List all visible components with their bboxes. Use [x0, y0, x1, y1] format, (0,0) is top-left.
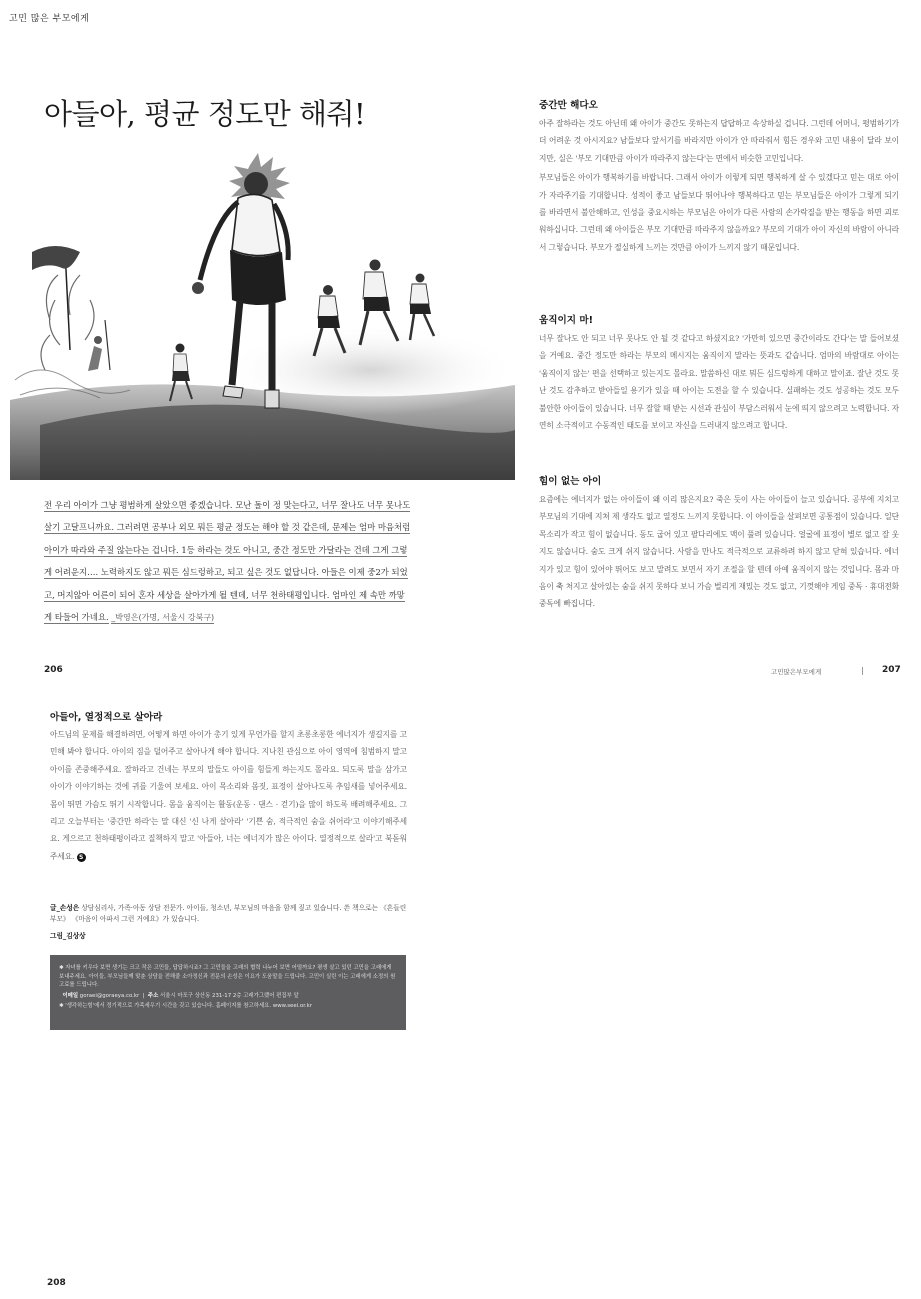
info-note: ✱ '생각하는힘'에서 정기적으로 가족세우기 시간을 갖고 있습니다. 홈페이지를 참고하세요. www.seei.or.kr	[59, 1003, 312, 1009]
running-head: 고민 많은 부모에게	[9, 14, 90, 24]
page-number-bottom: 208	[47, 1278, 66, 1288]
letter-line: 고, 머지않아 어른이 되어 혼자 세상을 살아가게 될 텐데, 너무 천하태평입니다. 엄마인 제 속만 까맣	[44, 589, 405, 600]
section-heading: 힘이 없는 아이	[539, 476, 602, 487]
section-paragraph: 아드님의 문제를 해결하려면, 어떻게 하면 아이가 총기 있게 무언가를 할지 초롱초롱한 에너지가 생길지를 고민해 봐야 합니다. 아이의 짐을 덜어주고 살아나게 해야 합니다. 지나친 관심으로 아이 영역에 침범하지 말고 아이를 존중해주세요. 잘하라고 건네는 부모의 말들도 아이를 힘들게 하는지도 몰라요. 되도록 말을 삼가고 아이가 이야기하는 것에 귀를 기울여 보세요. 아이 목소리와 몸짓, 표정이 살아나도록 추임새를 넣어주세요. 몸이 뛰면 가슴도 뛰기 시작합니다. 몸을 움직이는 활동(운동 · 댄스 · 걷기)을 많이 하도록 배려해주세요. 그리고 오늘부터는 '중간만 하라'는 말 대신 '신 나게 살아라' '기쁜 숨, 적극적인 숨을 쉬어라'고 이야기해주세요. 게으르고 천하태평이라고 질책하지 말고 '아들아, 너는 에너지가 많은 아이다. 열정적으로 살라'고 북돋워 주세요. S	[50, 730, 407, 861]
end-mark-icon: S	[77, 853, 86, 862]
email-link[interactable]: goraei@goraeya.co.kr	[79, 992, 140, 999]
footer-running-title: 고민많은부모에게	[771, 668, 822, 676]
footer-divider	[862, 667, 863, 675]
letter-line: 게 어려운지…. 노력하지도 않고 뭐든 심드렁하고, 되고 싶은 것도 없답니다. 아들은 이제 중2가 되었	[44, 567, 408, 578]
section-no-energy	[539, 473, 899, 613]
credits	[50, 903, 407, 942]
section-paragraph: 아주 잘하라는 것도 아닌데 왜 아이가 중간도 못하는지 답답하고 속상하실 겁니다. 그런데 어머니, 평범하기가 더 어려운 것 아시지요? 남들보다 앞서기를 바라지만 아이가 안 따라줘서 힘든 경우와 고민 내용이 달라 보이지만, 실은 '부모 기대만큼 아이가 따라주지 않는다'는 면에서 비슷한 고민입니다.	[539, 119, 899, 163]
info-contact: 이메일 goraei@goraeya.co.kr | 주소 서울시 마포구 상산동 231-17 2층 고래가그랬어 편집부 앞	[62, 992, 299, 999]
letter-line: 게 타들어 가네요. _박영은(가명, 서울시 강북구)	[44, 612, 215, 623]
section-dont-move	[539, 312, 899, 434]
section-live-passionately	[50, 709, 407, 865]
writer-credit: 글_손성은 상담심리사, 가족·아동 상담 전문가. 아이들, 청소년, 부모님의 마음을 함께 짚고 있습니다. 쓴 책으로는 《흔들린 부모》 《마음이 아파서 그런 거예요》가 있습니다.	[50, 904, 407, 923]
letter-line: 살기 고달프니까요. 그러려면 공부나 외모 뭐든 평균 정도는 해야 할 것 같은데, 문제는 엄마 마음처럼	[44, 522, 411, 533]
illustrator-credit: 그림_김상상	[50, 932, 86, 940]
section-heading: 움직이지 마!	[539, 315, 594, 326]
running-boys-drawing	[10, 140, 515, 480]
page-number-left: 206	[44, 665, 63, 675]
submission-info-box	[50, 955, 406, 1030]
letter-attribution: _박영은(가명, 서울시 강북구)	[111, 613, 215, 623]
section-heading: 중간만 해다오	[539, 100, 598, 111]
reader-letter	[44, 494, 440, 629]
illustration-running-boys	[10, 140, 515, 480]
section-paragraph: 요즘에는 에너지가 없는 아이들이 왜 이리 많은지요? 죽은 듯이 사는 아이들이 늘고 있습니다. 공부에 지치고 부모님의 기대에 지쳐 제 생각도 없고 열정도 느끼지 못합니다. 이 아이들을 살펴보면 공통점이 있습니다. 일단 목소리가 작고 힘이 없습니다. 동도 굽어 있고 팔다리에도 맥이 풀려 있습니다. 얼굴에 표정이 별로 없고 잘 웃지도 않습니다. 숨도 크게 쉬지 않습니다. 사람을 만나도 적극적으로 교류하려 하지 않고 닫혀 있습니다. 에너지가 있고 힘이 있어야 뛰어도 보고 말려도 보면서 자기 조절을 할 텐데 아예 움직이지 않는 것입니다. 몸과 마음이 축 처지고 살아있는 숨을 쉬지 못하다 보니 가슴 벌리게 재밌는 것도 없고, 기껏해야 게임 중독 · 휴대전화 중독에 빠집니다.	[539, 495, 899, 609]
section-heading: 아들아, 열정적으로 살아라	[50, 712, 163, 723]
section-paragraph: 부모님들은 아이가 행복하기를 바랍니다. 그래서 아이가 이렇게 되면 행복하게 살 수 있겠다고 믿는 대로 아이가 자라주기를 기대합니다. 성적이 좋고 남들보다 뛰어나야 행복하다고 믿는 부모님들은 아이가 그렇게 되기를 바라면서 불안해하고, 인성을 중요시하는 부모님은 아이가 다른 사람의 손가락질을 받는 행동을 하면 괴로워하십니다. 그런데 왜 아이들은 부모 기대만큼 따라주지 않을까요? 부모의 기대가 아이 자신의 바람이 아니라서 그렇습니다. 부모가 절실하게 느끼는 것만큼 아이가 느끼지 않기 때문입니다.	[539, 173, 899, 252]
section-middle-only	[539, 97, 899, 256]
page-number-right: 207	[882, 665, 901, 675]
article-title: 아들아, 평균 정도만 해줘!	[44, 97, 366, 131]
letter-line: 전 우리 아이가 그냥 평범하게 살았으면 좋겠습니다. 모난 돌이 정 맞는다고, 너무 잘나도 너무 못나도	[44, 500, 411, 510]
section-paragraph: 너무 잘나도 안 되고 너무 못나도 안 될 것 같다고 하셨지요? '가만히 있으면 중간이라도 간다'는 말 들어보셨을 거예요. 중간 정도만 하라는 부모의 메시지는 움직이지 말라는 뜻과도 같습니다. 엄마의 바람대로 아이는 '움직이지 않는' 편을 선택하고 있는지도 몰라요. 말씀하신 대로 뭐든 심드렁하게 대하고 말이죠. 잘난 것도 못난 것도 감추하고 받아들일 용기가 있을 때 아이는 도전을 할 수 있습니다. 실패하는 것도 성공하는 것도 모두 불안한 아이들이 있습니다. 너무 잘할 때 받는 시선과 관심이 부담스러워서 눈에 띄지 않으려고 노력합니다. 자연히 소극적이고 수동적인 태도를 보이고 자신을 드러내지 않으려고 합니다.	[539, 334, 899, 431]
info-note: ✱ 자녀를 키우다 보면 생기는 크고 작은 고민들, 답답하시죠? 그 고민들을 고래의 협력 나누어 보면 어떨까요? 평생 살고 있던 고민을 고래에게 보내주세요. 아이들, 부모님들께 맞춘 상담을 전해줄 소아정신과 전문의 손성은 이요가 도움말을 드립니다. 고민이 실린 이는 고래에게 소정의 원고료를 드립니다.	[59, 965, 396, 988]
letter-line: 아이가 따라와 주질 않는다는 겁니다. 1등 하라는 것도 아니고, 중간 정도만 가달라는 건데 그게 그렇	[44, 544, 408, 555]
